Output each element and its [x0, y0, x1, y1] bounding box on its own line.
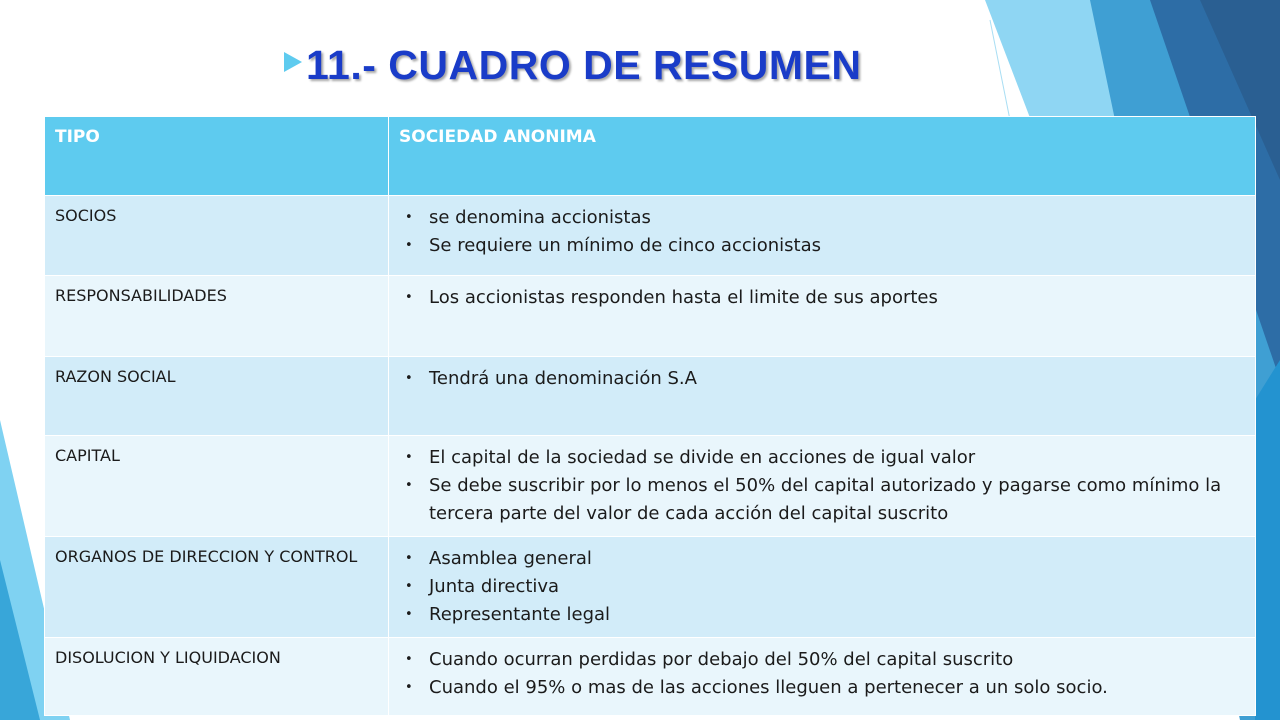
row-label: CAPITAL — [45, 436, 389, 537]
row-content — [389, 196, 1256, 276]
table-row-socios — [45, 196, 1256, 276]
header-tipo: TIPO — [45, 117, 389, 196]
list-item: • Cuando el 95% o mas de las acciones lleguen a pertenecer a un solo socio. — [399, 674, 1245, 702]
bullet-icon: • — [405, 210, 413, 225]
table-row-organos — [45, 537, 1256, 638]
list-item: • Se debe suscribir por lo menos el 50% del capital autorizado y pagarse como mínimo la tercera parte del valor de cada acción del capital suscrito — [399, 472, 1245, 528]
list-item: • El capital de la sociedad se divide en acciones de igual valor — [399, 444, 1245, 472]
bullet-icon: • — [405, 607, 413, 622]
table-row-responsabilidades — [45, 276, 1256, 357]
row-content — [389, 537, 1256, 638]
table-header-row — [45, 117, 1256, 196]
summary-table — [44, 116, 1256, 716]
row-content — [389, 276, 1256, 357]
list-item: • Tendrá una denominación S.A — [399, 365, 1245, 393]
row-label: SOCIOS — [45, 196, 389, 276]
row-label: ORGANOS DE DIRECCION Y CONTROL — [45, 537, 389, 638]
bullet-icon: • — [405, 290, 413, 305]
row-content — [389, 638, 1256, 716]
list-item: • Representante legal — [399, 601, 1245, 629]
list-item: • Cuando ocurran perdidas por debajo del 50% del capital suscrito — [399, 646, 1245, 674]
bullet-icon: • — [405, 371, 413, 386]
right-accent-edge — [1255, 360, 1280, 720]
list-item: • Se requiere un mínimo de cinco accionistas — [399, 232, 1245, 260]
table-row-razon-social — [45, 357, 1256, 436]
bullet-icon: • — [405, 478, 413, 493]
bullet-icon: • — [405, 450, 413, 465]
list-item: • Asamblea general — [399, 545, 1245, 573]
row-content — [389, 436, 1256, 537]
row-label: RESPONSABILIDADES — [45, 276, 389, 357]
row-label: DISOLUCION Y LIQUIDACION — [45, 638, 389, 716]
table-row-disolucion — [45, 638, 1256, 716]
bullet-icon: • — [405, 238, 413, 253]
bullet-icon: • — [405, 551, 413, 566]
list-item: • Junta directiva — [399, 573, 1245, 601]
table-row-capital — [45, 436, 1256, 537]
list-item: • Los accionistas responden hasta el limite de sus aportes — [399, 284, 1245, 312]
bullet-icon: • — [405, 579, 413, 594]
row-content — [389, 357, 1256, 436]
list-item: • se denomina accionistas — [399, 204, 1245, 232]
bullet-icon: • — [405, 652, 413, 667]
header-sociedad-anonima: SOCIEDAD ANONIMA — [389, 117, 1256, 196]
row-label: RAZON SOCIAL — [45, 357, 389, 436]
title-marker-icon — [284, 52, 302, 72]
bullet-icon: • — [405, 680, 413, 695]
page-title: 11.- CUADRO DE RESUMEN — [306, 42, 862, 88]
